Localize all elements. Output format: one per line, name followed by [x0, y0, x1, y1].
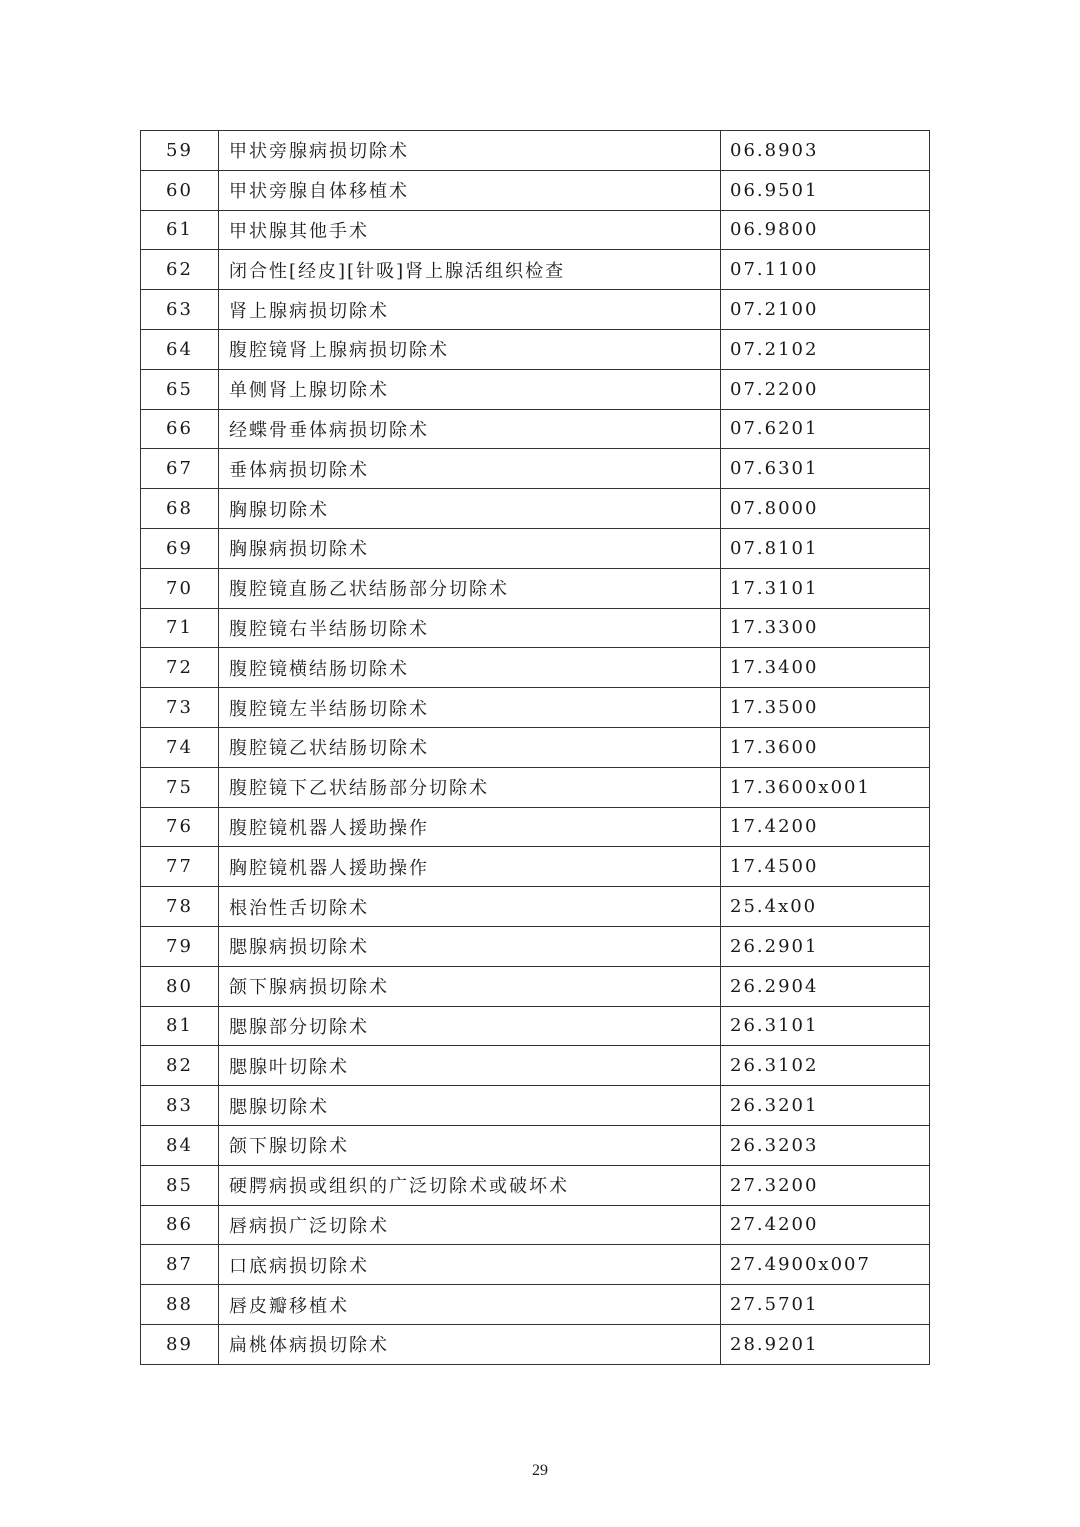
row-number-cell: 72 — [141, 648, 219, 688]
table-row — [141, 210, 930, 250]
table-row — [141, 250, 930, 290]
procedure-name-cell: 腹腔镜右半结肠切除术 — [219, 608, 721, 648]
procedure-code-cell: 17.3600 — [721, 727, 930, 767]
procedure-code-cell: 17.3600x001 — [721, 767, 930, 807]
procedure-code-cell: 26.3101 — [721, 1006, 930, 1046]
row-number-cell: 67 — [141, 449, 219, 489]
table-row — [141, 688, 930, 728]
procedure-code-cell: 25.4x00 — [721, 887, 930, 927]
table-row — [141, 926, 930, 966]
procedure-name-cell: 腹腔镜肾上腺病损切除术 — [219, 329, 721, 369]
procedure-code-cell: 17.3500 — [721, 688, 930, 728]
row-number-cell: 64 — [141, 329, 219, 369]
row-number-cell: 69 — [141, 528, 219, 568]
procedure-code-cell: 17.3300 — [721, 608, 930, 648]
procedure-name-cell: 腹腔镜横结肠切除术 — [219, 648, 721, 688]
procedure-name-cell: 腹腔镜机器人援助操作 — [219, 807, 721, 847]
table-row — [141, 887, 930, 927]
procedure-code-cell: 27.4900x007 — [721, 1245, 930, 1285]
table-row — [141, 170, 930, 210]
row-number-cell: 71 — [141, 608, 219, 648]
procedure-code-cell: 26.3102 — [721, 1046, 930, 1086]
row-number-cell: 75 — [141, 767, 219, 807]
procedure-code-cell: 07.2102 — [721, 329, 930, 369]
procedure-code-cell: 27.5701 — [721, 1285, 930, 1325]
row-number-cell: 78 — [141, 887, 219, 927]
procedure-name-cell: 甲状腺其他手术 — [219, 210, 721, 250]
procedure-code-cell: 07.8000 — [721, 489, 930, 529]
row-number-cell: 83 — [141, 1086, 219, 1126]
procedure-name-cell: 腹腔镜下乙状结肠部分切除术 — [219, 767, 721, 807]
row-number-cell: 66 — [141, 409, 219, 449]
row-number-cell: 81 — [141, 1006, 219, 1046]
procedure-code-cell: 17.4500 — [721, 847, 930, 887]
row-number-cell: 84 — [141, 1125, 219, 1165]
table-row — [141, 449, 930, 489]
row-number-cell: 70 — [141, 568, 219, 608]
procedure-name-cell: 胸腺病损切除术 — [219, 528, 721, 568]
procedure-name-cell: 扁桃体病损切除术 — [219, 1324, 721, 1364]
row-number-cell: 80 — [141, 966, 219, 1006]
procedure-code-cell: 06.9501 — [721, 170, 930, 210]
procedure-code-cell: 26.2901 — [721, 926, 930, 966]
procedure-name-cell: 腹腔镜直肠乙状结肠部分切除术 — [219, 568, 721, 608]
procedure-name-cell: 肾上腺病损切除术 — [219, 290, 721, 330]
table-row — [141, 727, 930, 767]
procedure-code-cell: 06.8903 — [721, 131, 930, 171]
row-number-cell: 85 — [141, 1165, 219, 1205]
table-row — [141, 369, 930, 409]
procedure-name-cell: 腹腔镜左半结肠切除术 — [219, 688, 721, 728]
procedure-name-cell: 唇病损广泛切除术 — [219, 1205, 721, 1245]
procedure-name-cell: 腮腺叶切除术 — [219, 1046, 721, 1086]
procedure-code-cell: 07.2100 — [721, 290, 930, 330]
procedure-code-cell: 17.4200 — [721, 807, 930, 847]
table-row — [141, 1046, 930, 1086]
procedure-name-cell: 唇皮瓣移植术 — [219, 1285, 721, 1325]
procedure-name-cell: 经蝶骨垂体病损切除术 — [219, 409, 721, 449]
procedure-name-cell: 腮腺病损切除术 — [219, 926, 721, 966]
row-number-cell: 88 — [141, 1285, 219, 1325]
procedure-name-cell: 口底病损切除术 — [219, 1245, 721, 1285]
procedure-table — [140, 130, 930, 1365]
table-row — [141, 528, 930, 568]
row-number-cell: 59 — [141, 131, 219, 171]
table-row — [141, 568, 930, 608]
row-number-cell: 87 — [141, 1245, 219, 1285]
table-row — [141, 847, 930, 887]
procedure-name-cell: 甲状旁腺病损切除术 — [219, 131, 721, 171]
procedure-name-cell: 腮腺切除术 — [219, 1086, 721, 1126]
procedure-code-cell: 07.2200 — [721, 369, 930, 409]
procedure-name-cell: 颌下腺切除术 — [219, 1125, 721, 1165]
procedure-name-cell: 腮腺部分切除术 — [219, 1006, 721, 1046]
procedure-name-cell: 甲状旁腺自体移植术 — [219, 170, 721, 210]
procedure-code-cell: 06.9800 — [721, 210, 930, 250]
row-number-cell: 89 — [141, 1324, 219, 1364]
procedure-name-cell: 胸腔镜机器人援助操作 — [219, 847, 721, 887]
procedure-code-cell: 26.3201 — [721, 1086, 930, 1126]
procedure-code-cell: 27.4200 — [721, 1205, 930, 1245]
procedure-code-cell: 26.2904 — [721, 966, 930, 1006]
procedure-code-cell: 07.1100 — [721, 250, 930, 290]
row-number-cell: 62 — [141, 250, 219, 290]
procedure-name-cell: 颌下腺病损切除术 — [219, 966, 721, 1006]
table-row — [141, 1125, 930, 1165]
table-row — [141, 1324, 930, 1364]
table-row — [141, 608, 930, 648]
table-row — [141, 290, 930, 330]
table-row — [141, 1245, 930, 1285]
table-row — [141, 1165, 930, 1205]
table-row — [141, 1006, 930, 1046]
row-number-cell: 73 — [141, 688, 219, 728]
row-number-cell: 79 — [141, 926, 219, 966]
procedure-name-cell: 闭合性[经皮][针吸]肾上腺活组织检查 — [219, 250, 721, 290]
table-row — [141, 489, 930, 529]
table-body — [141, 131, 930, 1365]
row-number-cell: 63 — [141, 290, 219, 330]
procedure-code-cell: 26.3203 — [721, 1125, 930, 1165]
procedure-name-cell: 根治性舌切除术 — [219, 887, 721, 927]
table-row — [141, 131, 930, 171]
table-row — [141, 1285, 930, 1325]
row-number-cell: 65 — [141, 369, 219, 409]
procedure-name-cell: 单侧肾上腺切除术 — [219, 369, 721, 409]
row-number-cell: 61 — [141, 210, 219, 250]
row-number-cell: 60 — [141, 170, 219, 210]
table-row — [141, 409, 930, 449]
procedure-name-cell: 胸腺切除术 — [219, 489, 721, 529]
row-number-cell: 68 — [141, 489, 219, 529]
procedure-code-cell: 07.6201 — [721, 409, 930, 449]
table-row — [141, 648, 930, 688]
table-row — [141, 767, 930, 807]
procedure-code-cell: 07.8101 — [721, 528, 930, 568]
table-row — [141, 1086, 930, 1126]
table-row — [141, 1205, 930, 1245]
row-number-cell: 74 — [141, 727, 219, 767]
procedure-code-cell: 07.6301 — [721, 449, 930, 489]
procedure-code-cell: 17.3400 — [721, 648, 930, 688]
table-row — [141, 966, 930, 1006]
table-row — [141, 807, 930, 847]
page-number: 29 — [532, 1462, 548, 1479]
procedure-name-cell: 硬腭病损或组织的广泛切除术或破坏术 — [219, 1165, 721, 1205]
procedure-name-cell: 腹腔镜乙状结肠切除术 — [219, 727, 721, 767]
procedure-code-cell: 17.3101 — [721, 568, 930, 608]
row-number-cell: 86 — [141, 1205, 219, 1245]
procedure-code-cell: 27.3200 — [721, 1165, 930, 1205]
row-number-cell: 76 — [141, 807, 219, 847]
row-number-cell: 82 — [141, 1046, 219, 1086]
procedure-name-cell: 垂体病损切除术 — [219, 449, 721, 489]
row-number-cell: 77 — [141, 847, 219, 887]
table-row — [141, 329, 930, 369]
procedure-code-cell: 28.9201 — [721, 1324, 930, 1364]
